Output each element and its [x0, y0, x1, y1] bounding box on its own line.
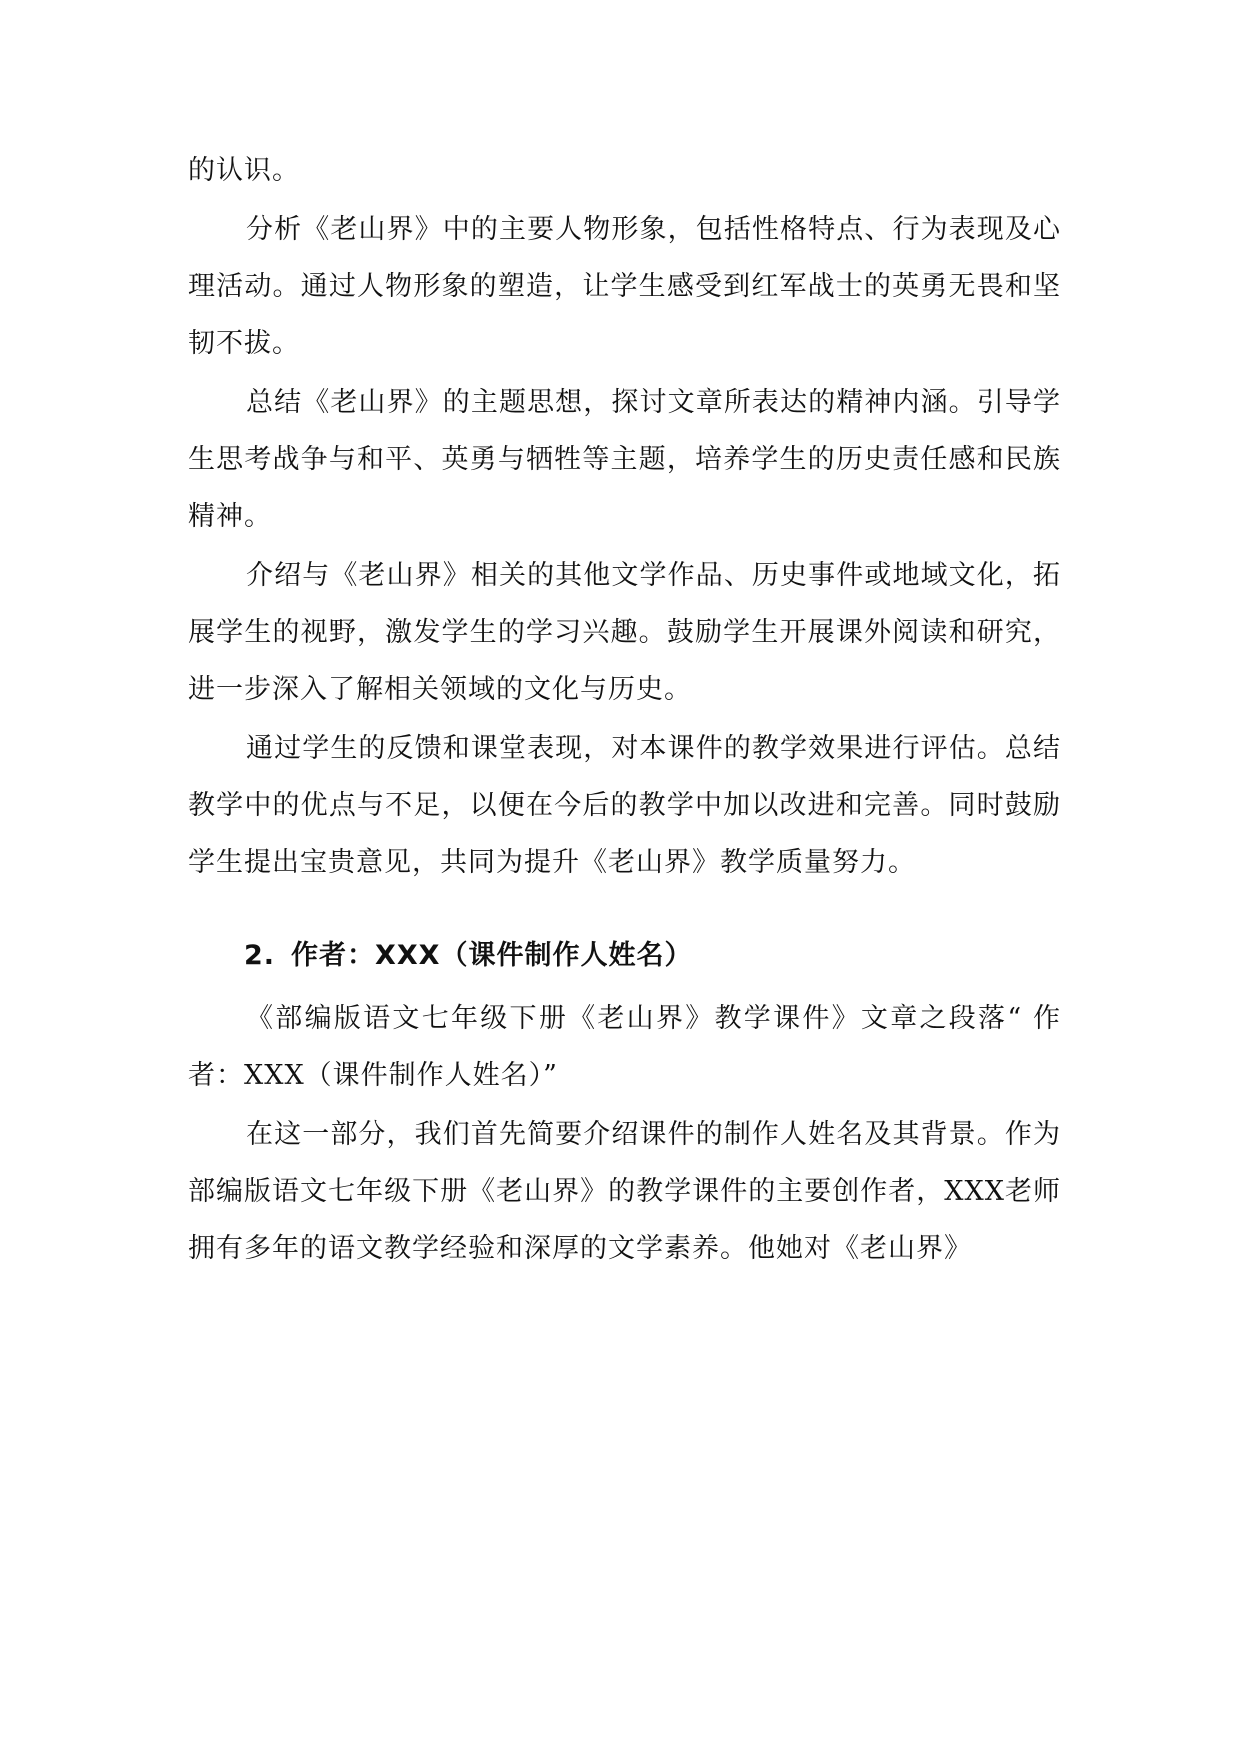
paragraph-related-works: 介绍与《老山界》相关的其他文学作品、历史事件或地域文化，拓展学生的视野，激发学生的学习兴趣。鼓励学生开展课外阅读和研究，进一步深入了解相关领域的文化与历史。 [188, 560, 1061, 705]
paragraph-character-analysis: 分析《老山界》中的主要人物形象，包括性格特点、行为表现及心理活动。通过人物形象的塑造，让学生感受到红军战士的英勇无畏和坚韧不拔。 [188, 214, 1061, 359]
section-heading [188, 927, 1061, 984]
paragraph-author-intro: 在这一部分，我们首先简要介绍课件的制作人姓名及其背景。作为部编版语文七年级下册《老山界》的教学课件的主要创作者，XXX老师拥有多年的语文教学经验和深厚的文学素养。他她对《老山界》 [188, 1119, 1061, 1264]
section-title: 作者：XXX（课件制作人姓名） [291, 940, 693, 971]
paragraph-evaluation: 通过学生的反馈和课堂表现，对本课件的教学效果进行评估。总结教学中的优点与不足，以便在今后的教学中加以改进和完善。同时鼓励学生提出宝贵意见，共同为提升《老山界》教学质量努力。 [188, 733, 1061, 878]
section-number: 2. [244, 940, 276, 971]
paragraph-continuation: 的认识。 [188, 155, 300, 186]
paragraph-quote: 《部编版语文七年级下册《老山界》教学课件》文章之段落“ 作者：XXX（课件制作人姓名）” [188, 1003, 1061, 1091]
paragraph-theme-summary: 总结《老山界》的主题思想，探讨文章所表达的精神内涵。引导学生思考战争与和平、英勇与牺牲等主题，培养学生的历史责任感和民族精神。 [188, 387, 1061, 532]
